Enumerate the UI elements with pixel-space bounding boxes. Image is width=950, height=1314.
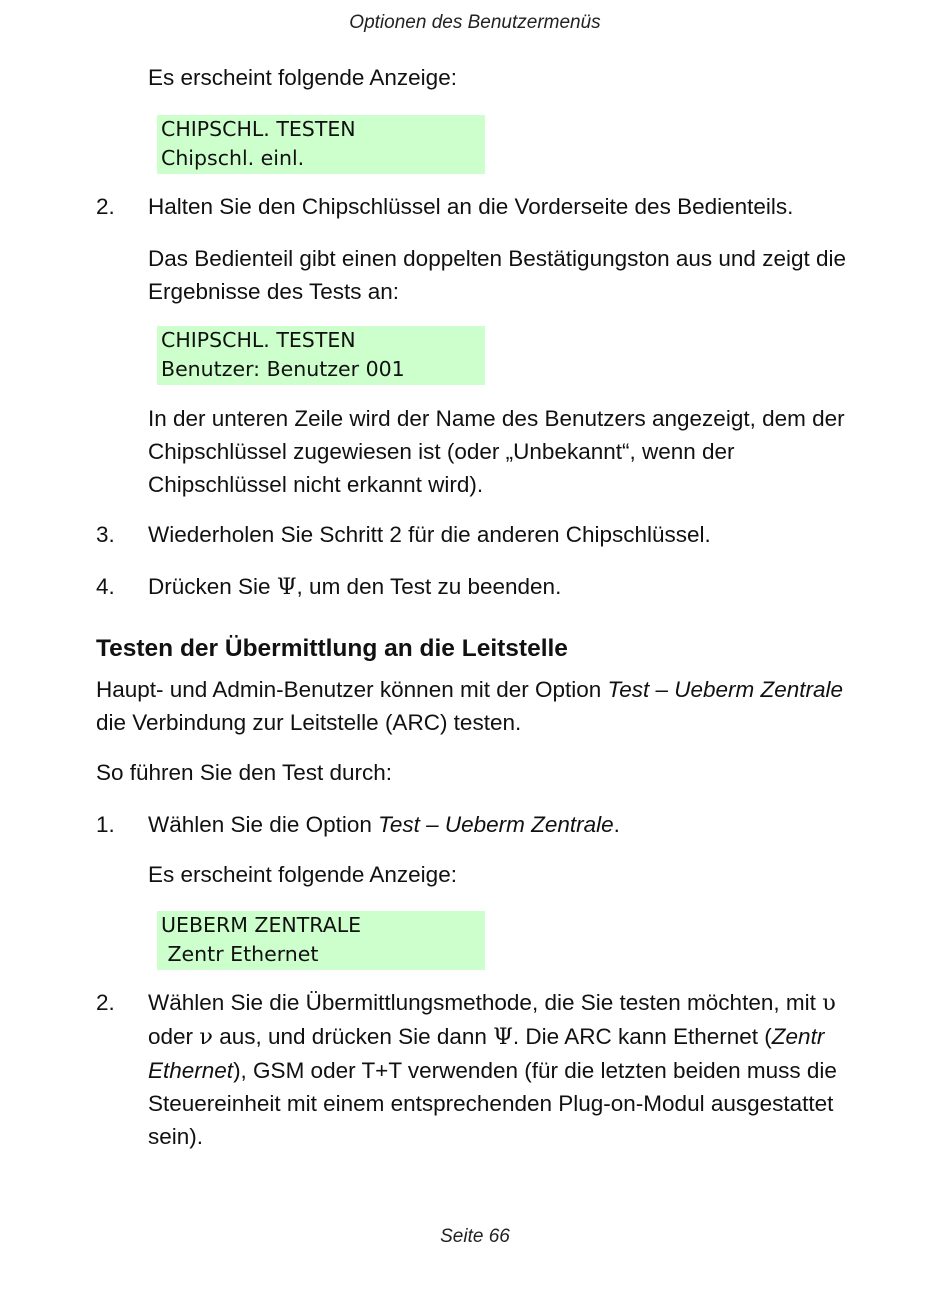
menu-option-name: Test – Ueberm Zentrale bbox=[607, 677, 844, 702]
step-number: 2. bbox=[96, 194, 115, 219]
text-run: . bbox=[613, 812, 620, 837]
text-run: ), GSM oder T+T verwenden (für die letzten beiden muss die Steuereinheit mit einem entsprechenden Plug-on-Modul ausgestattet sein). bbox=[148, 1058, 837, 1149]
step-text: Halten Sie den Chipschlüssel an die Vorderseite des Bedienteils. bbox=[148, 194, 794, 219]
up-key-icon: υ bbox=[822, 990, 836, 1016]
step-result: Das Bedienteil gibt einen doppelten Bestätigungston aus und zeigt die Ergebnisse des Tests an: bbox=[148, 246, 847, 304]
lcd-line-1: UEBERM ZENTRALE bbox=[161, 913, 362, 937]
intro-line: Es erscheint folgende Anzeige: bbox=[148, 65, 457, 90]
lcd-line-1: CHIPSCHL. TESTEN bbox=[161, 328, 356, 352]
section-intro bbox=[96, 673, 876, 739]
lcd-display-2 bbox=[157, 326, 485, 385]
lcd-display-1 bbox=[157, 115, 485, 174]
text-run: . Die ARC kann Ethernet ( bbox=[512, 1024, 772, 1049]
lcd-line-2: Benutzer: Benutzer 001 bbox=[161, 357, 405, 381]
down-key-icon: ν bbox=[199, 1024, 213, 1050]
lcd-line-2: Zentr Ethernet bbox=[161, 942, 319, 966]
text-run: aus, und drücken Sie dann bbox=[212, 1024, 494, 1049]
how-to-line: So führen Sie den Test durch: bbox=[96, 760, 393, 785]
text-run: , um den Test zu beenden. bbox=[296, 574, 562, 599]
step-number: 2. bbox=[96, 990, 115, 1015]
page-header: Optionen des Benutzermenüs bbox=[349, 12, 601, 33]
text-run: Wählen Sie die Option bbox=[148, 812, 379, 837]
option-name: Zentr Ethernet bbox=[148, 1024, 825, 1083]
text-run: Drücken Sie bbox=[148, 574, 277, 599]
lcd-line-1: CHIPSCHL. TESTEN bbox=[161, 117, 356, 141]
text-run: oder bbox=[148, 1024, 200, 1049]
lcd-display-3 bbox=[157, 911, 485, 970]
section-heading: Testen der Übermittlung an die Leitstelle bbox=[96, 635, 568, 662]
text-run: Wählen Sie die Übermittlungsmethode, die Sie testen möchten, mit bbox=[148, 990, 823, 1015]
step-note: In der unteren Zeile wird der Name des Benutzers angezeigt, dem der Chipschlüssel zugewiesen ist (oder „Unbekannt“, wenn der Chipschlüssel nicht erkannt wird). bbox=[148, 406, 845, 497]
step-text: Wiederholen Sie Schritt 2 für die anderen Chipschlüssel. bbox=[148, 522, 711, 547]
menu-option-name: Test – Ueberm Zentrale bbox=[378, 812, 614, 837]
step-result: Es erscheint folgende Anzeige: bbox=[148, 862, 457, 887]
step-number: 1. bbox=[96, 812, 115, 837]
page-footer: Seite 66 bbox=[440, 1226, 510, 1247]
step-text bbox=[148, 808, 868, 841]
ok-key-icon: Ψ bbox=[493, 1024, 513, 1050]
lcd-line-2: Chipschl. einl. bbox=[161, 146, 305, 170]
text-run: Haupt- und Admin-Benutzer können mit der Option bbox=[96, 677, 608, 702]
text-run: die Verbindung zur Leitstelle (ARC) testen. bbox=[96, 710, 522, 735]
step-text bbox=[148, 570, 868, 604]
ok-key-icon: Ψ bbox=[276, 574, 297, 600]
step-text bbox=[148, 986, 868, 1153]
step-number: 3. bbox=[96, 522, 115, 547]
step-number: 4. bbox=[96, 574, 115, 599]
